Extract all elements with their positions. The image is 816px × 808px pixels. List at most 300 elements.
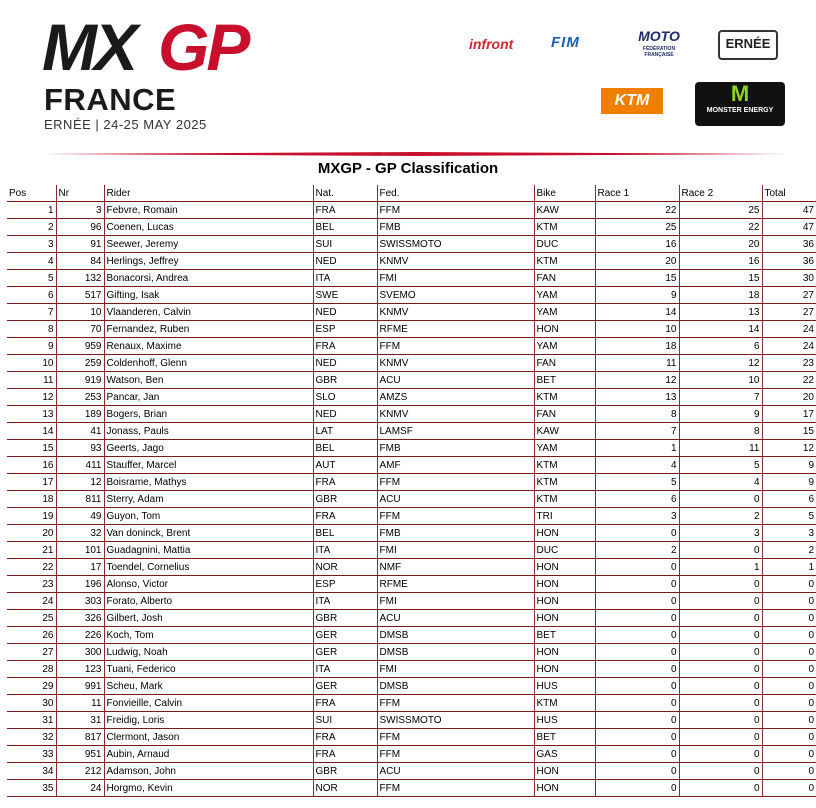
cell-nr: 123 — [56, 661, 104, 678]
cell-fed: FMB — [377, 219, 534, 236]
cell-race1: 0 — [595, 763, 679, 780]
cell-bike: HON — [534, 321, 595, 338]
cell-race1: 14 — [595, 304, 679, 321]
cell-rider: Boisrame, Mathys — [104, 474, 313, 491]
cell-race2: 13 — [679, 304, 762, 321]
cell-nat: FRA — [313, 474, 377, 491]
cell-rider: Toendel, Cornelius — [104, 559, 313, 576]
cell-nr: 12 — [56, 474, 104, 491]
cell-race1: 0 — [595, 695, 679, 712]
ffm-logo-text: MOTO — [638, 28, 680, 44]
column-header-fed: Fed. — [377, 185, 534, 202]
cell-rider: Aubin, Arnaud — [104, 746, 313, 763]
cell-nat: NED — [313, 355, 377, 372]
table-row — [7, 746, 816, 763]
cell-race2: 0 — [679, 695, 762, 712]
cell-pos: 25 — [7, 610, 56, 627]
cell-total: 23 — [762, 355, 816, 372]
cell-pos: 16 — [7, 457, 56, 474]
cell-bike: BET — [534, 729, 595, 746]
cell-rider: Jonass, Pauls — [104, 423, 313, 440]
cell-bike: KTM — [534, 474, 595, 491]
cell-bike: HON — [534, 763, 595, 780]
column-header-rider: Rider — [104, 185, 313, 202]
table-header-row — [7, 185, 816, 202]
cell-rider: Coenen, Lucas — [104, 219, 313, 236]
cell-total: 9 — [762, 474, 816, 491]
cell-bike: HON — [534, 610, 595, 627]
cell-race2: 0 — [679, 491, 762, 508]
table-row — [7, 270, 816, 287]
cell-race1: 3 — [595, 508, 679, 525]
cell-nr: 951 — [56, 746, 104, 763]
table-row — [7, 559, 816, 576]
cell-rider: Forato, Alberto — [104, 593, 313, 610]
table-row — [7, 712, 816, 729]
cell-total: 0 — [762, 763, 816, 780]
cell-total: 20 — [762, 389, 816, 406]
cell-fed: FMI — [377, 542, 534, 559]
cell-bike: DUC — [534, 236, 595, 253]
cell-total: 47 — [762, 202, 816, 219]
cell-nat: BEL — [313, 525, 377, 542]
ktm-logo: KTM — [601, 88, 663, 114]
cell-rider: Watson, Ben — [104, 372, 313, 389]
cell-race2: 0 — [679, 746, 762, 763]
table-row — [7, 661, 816, 678]
cell-fed: FFM — [377, 746, 534, 763]
infront-logo: infront — [469, 36, 514, 52]
table-row — [7, 474, 816, 491]
cell-race1: 0 — [595, 525, 679, 542]
cell-race1: 15 — [595, 270, 679, 287]
cell-race2: 4 — [679, 474, 762, 491]
monster-energy-logo — [695, 82, 785, 126]
cell-bike: GAS — [534, 746, 595, 763]
cell-nat: FRA — [313, 338, 377, 355]
cell-race2: 5 — [679, 457, 762, 474]
cell-pos: 2 — [7, 219, 56, 236]
cell-bike: HON — [534, 593, 595, 610]
cell-rider: Fernandez, Ruben — [104, 321, 313, 338]
cell-race1: 0 — [595, 661, 679, 678]
mxgp-logo — [40, 12, 260, 82]
cell-pos: 7 — [7, 304, 56, 321]
cell-race2: 0 — [679, 610, 762, 627]
cell-bike: HON — [534, 780, 595, 797]
cell-race2: 8 — [679, 423, 762, 440]
cell-race1: 20 — [595, 253, 679, 270]
cell-nr: 189 — [56, 406, 104, 423]
cell-race2: 3 — [679, 525, 762, 542]
cell-fed: DMSB — [377, 627, 534, 644]
cell-bike: HON — [534, 661, 595, 678]
cell-fed: FFM — [377, 695, 534, 712]
cell-pos: 22 — [7, 559, 56, 576]
cell-rider: Gilbert, Josh — [104, 610, 313, 627]
cell-race2: 6 — [679, 338, 762, 355]
cell-race1: 18 — [595, 338, 679, 355]
cell-nr: 212 — [56, 763, 104, 780]
cell-rider: Ludwig, Noah — [104, 644, 313, 661]
cell-fed: AMF — [377, 457, 534, 474]
cell-race1: 0 — [595, 593, 679, 610]
cell-rider: Stauffer, Marcel — [104, 457, 313, 474]
cell-race2: 18 — [679, 287, 762, 304]
cell-total: 0 — [762, 593, 816, 610]
cell-race2: 22 — [679, 219, 762, 236]
cell-nat: FRA — [313, 746, 377, 763]
cell-bike: HUS — [534, 712, 595, 729]
cell-fed: FMI — [377, 593, 534, 610]
cell-bike: YAM — [534, 338, 595, 355]
cell-fed: KNMV — [377, 355, 534, 372]
column-header-pos: Pos — [7, 185, 56, 202]
cell-pos: 28 — [7, 661, 56, 678]
cell-rider: Guadagnini, Mattia — [104, 542, 313, 559]
cell-pos: 8 — [7, 321, 56, 338]
cell-nat: LAT — [313, 423, 377, 440]
cell-nat: SLO — [313, 389, 377, 406]
column-header-race1: Race 1 — [595, 185, 679, 202]
logo-gp-text: GP — [158, 12, 248, 82]
cell-bike: HON — [534, 525, 595, 542]
cell-nat: NED — [313, 406, 377, 423]
column-header-nat: Nat. — [313, 185, 377, 202]
cell-nr: 31 — [56, 712, 104, 729]
table-row — [7, 627, 816, 644]
cell-total: 30 — [762, 270, 816, 287]
cell-race2: 14 — [679, 321, 762, 338]
cell-rider: Coldenhoff, Glenn — [104, 355, 313, 372]
cell-nr: 259 — [56, 355, 104, 372]
cell-race1: 16 — [595, 236, 679, 253]
table-row — [7, 389, 816, 406]
column-header-race2: Race 2 — [679, 185, 762, 202]
cell-rider: Bogers, Brian — [104, 406, 313, 423]
event-header — [0, 0, 816, 160]
table-row — [7, 593, 816, 610]
cell-nr: 196 — [56, 576, 104, 593]
fim-logo: FIM — [551, 34, 580, 51]
cell-race1: 0 — [595, 610, 679, 627]
cell-fed: ACU — [377, 763, 534, 780]
cell-nat: FRA — [313, 508, 377, 525]
cell-bike: KTM — [534, 253, 595, 270]
cell-nat: GBR — [313, 491, 377, 508]
cell-nr: 817 — [56, 729, 104, 746]
cell-pos: 27 — [7, 644, 56, 661]
cell-rider: Scheu, Mark — [104, 678, 313, 695]
cell-total: 24 — [762, 321, 816, 338]
cell-nat: NED — [313, 304, 377, 321]
cell-fed: RFME — [377, 576, 534, 593]
cell-fed: FFM — [377, 780, 534, 797]
cell-nat: NOR — [313, 780, 377, 797]
table-row — [7, 610, 816, 627]
cell-nat: ITA — [313, 661, 377, 678]
cell-total: 3 — [762, 525, 816, 542]
cell-nr: 811 — [56, 491, 104, 508]
table-row — [7, 542, 816, 559]
cell-nat: SUI — [313, 236, 377, 253]
cell-race1: 6 — [595, 491, 679, 508]
cell-race2: 0 — [679, 542, 762, 559]
cell-bike: KTM — [534, 695, 595, 712]
cell-nr: 132 — [56, 270, 104, 287]
cell-pos: 23 — [7, 576, 56, 593]
table-row — [7, 236, 816, 253]
cell-fed: FMB — [377, 525, 534, 542]
cell-pos: 9 — [7, 338, 56, 355]
cell-bike: YAM — [534, 304, 595, 321]
cell-fed: AMZS — [377, 389, 534, 406]
cell-rider: Alonso, Victor — [104, 576, 313, 593]
cell-nr: 96 — [56, 219, 104, 236]
cell-total: 0 — [762, 729, 816, 746]
cell-pos: 24 — [7, 593, 56, 610]
cell-rider: Horgmo, Kevin — [104, 780, 313, 797]
table-row — [7, 780, 816, 797]
cell-bike: KAW — [534, 202, 595, 219]
cell-race2: 0 — [679, 763, 762, 780]
cell-rider: Koch, Tom — [104, 627, 313, 644]
cell-nat: ESP — [313, 576, 377, 593]
event-place-date: ERNÉE | 24-25 MAY 2025 — [44, 117, 207, 132]
cell-rider: Van doninck, Brent — [104, 525, 313, 542]
table-row — [7, 678, 816, 695]
cell-nat: FRA — [313, 202, 377, 219]
cell-fed: NMF — [377, 559, 534, 576]
cell-bike: KAW — [534, 423, 595, 440]
cell-fed: KNMV — [377, 253, 534, 270]
table-row — [7, 508, 816, 525]
cell-bike: YAM — [534, 287, 595, 304]
cell-pos: 1 — [7, 202, 56, 219]
cell-race2: 0 — [679, 678, 762, 695]
cell-race2: 0 — [679, 576, 762, 593]
cell-race2: 15 — [679, 270, 762, 287]
cell-fed: ACU — [377, 491, 534, 508]
cell-nat: AUT — [313, 457, 377, 474]
cell-total: 0 — [762, 746, 816, 763]
cell-nat: ITA — [313, 542, 377, 559]
cell-race1: 0 — [595, 627, 679, 644]
column-header-bike: Bike — [534, 185, 595, 202]
cell-race1: 0 — [595, 746, 679, 763]
table-row — [7, 355, 816, 372]
cell-rider: Vlaanderen, Calvin — [104, 304, 313, 321]
table-row — [7, 491, 816, 508]
cell-fed: FFM — [377, 202, 534, 219]
cell-fed: SVEMO — [377, 287, 534, 304]
cell-fed: SWISSMOTO — [377, 236, 534, 253]
cell-total: 22 — [762, 372, 816, 389]
cell-nr: 32 — [56, 525, 104, 542]
moto-club-ernee-logo — [718, 30, 778, 60]
cell-race1: 8 — [595, 406, 679, 423]
cell-race1: 22 — [595, 202, 679, 219]
cell-nat: NOR — [313, 559, 377, 576]
cell-nr: 303 — [56, 593, 104, 610]
cell-bike: FAN — [534, 355, 595, 372]
cell-nr: 11 — [56, 695, 104, 712]
cell-nat: ESP — [313, 321, 377, 338]
cell-race2: 0 — [679, 661, 762, 678]
table-row — [7, 457, 816, 474]
cell-race1: 11 — [595, 355, 679, 372]
cell-total: 47 — [762, 219, 816, 236]
cell-nr: 17 — [56, 559, 104, 576]
cell-bike: TRI — [534, 508, 595, 525]
cell-bike: DUC — [534, 542, 595, 559]
cell-bike: HON — [534, 644, 595, 661]
svg-text:MX: MX — [42, 12, 135, 82]
cell-pos: 19 — [7, 508, 56, 525]
table-row — [7, 338, 816, 355]
cell-bike: HON — [534, 576, 595, 593]
cell-bike: KTM — [534, 457, 595, 474]
cell-bike: YAM — [534, 440, 595, 457]
cell-total: 6 — [762, 491, 816, 508]
event-country: FRANCE — [44, 82, 177, 117]
cell-nr: 226 — [56, 627, 104, 644]
cell-race2: 0 — [679, 627, 762, 644]
monster-logo-text: MONSTER ENERGY — [706, 107, 774, 114]
header-divider — [44, 152, 788, 156]
cell-race1: 0 — [595, 780, 679, 797]
table-row — [7, 253, 816, 270]
cell-fed: KNMV — [377, 304, 534, 321]
cell-race1: 0 — [595, 729, 679, 746]
cell-rider: Geerts, Jago — [104, 440, 313, 457]
cell-nat: GBR — [313, 372, 377, 389]
cell-fed: FFM — [377, 729, 534, 746]
cell-bike: HUS — [534, 678, 595, 695]
cell-bike: KTM — [534, 389, 595, 406]
cell-nat: GBR — [313, 763, 377, 780]
cell-pos: 6 — [7, 287, 56, 304]
cell-pos: 31 — [7, 712, 56, 729]
cell-pos: 15 — [7, 440, 56, 457]
cell-fed: RFME — [377, 321, 534, 338]
cell-pos: 35 — [7, 780, 56, 797]
cell-fed: LAMSF — [377, 423, 534, 440]
cell-nat: GBR — [313, 610, 377, 627]
cell-fed: FFM — [377, 474, 534, 491]
cell-race1: 2 — [595, 542, 679, 559]
cell-nat: BEL — [313, 440, 377, 457]
cell-total: 5 — [762, 508, 816, 525]
cell-total: 0 — [762, 712, 816, 729]
cell-pos: 30 — [7, 695, 56, 712]
cell-fed: FMI — [377, 270, 534, 287]
cell-total: 0 — [762, 661, 816, 678]
cell-race1: 12 — [595, 372, 679, 389]
cell-pos: 10 — [7, 355, 56, 372]
cell-total: 0 — [762, 627, 816, 644]
cell-pos: 4 — [7, 253, 56, 270]
table-row — [7, 644, 816, 661]
cell-race2: 0 — [679, 729, 762, 746]
cell-nr: 93 — [56, 440, 104, 457]
cell-race2: 9 — [679, 406, 762, 423]
table-row — [7, 695, 816, 712]
cell-pos: 26 — [7, 627, 56, 644]
cell-nr: 411 — [56, 457, 104, 474]
column-header-nr: Nr — [56, 185, 104, 202]
cell-rider: Pancar, Jan — [104, 389, 313, 406]
cell-total: 1 — [762, 559, 816, 576]
cell-total: 0 — [762, 576, 816, 593]
cell-pos: 11 — [7, 372, 56, 389]
cell-race1: 25 — [595, 219, 679, 236]
table-row — [7, 304, 816, 321]
cell-pos: 3 — [7, 236, 56, 253]
cell-nr: 10 — [56, 304, 104, 321]
cell-race1: 5 — [595, 474, 679, 491]
cell-race2: 20 — [679, 236, 762, 253]
cell-total: 2 — [762, 542, 816, 559]
cell-rider: Fonvieille, Calvin — [104, 695, 313, 712]
cell-rider: Renaux, Maxime — [104, 338, 313, 355]
table-row — [7, 440, 816, 457]
cell-nat: FRA — [313, 695, 377, 712]
cell-pos: 33 — [7, 746, 56, 763]
cell-fed: KNMV — [377, 406, 534, 423]
cell-total: 17 — [762, 406, 816, 423]
column-header-total: Total — [762, 185, 816, 202]
cell-total: 0 — [762, 678, 816, 695]
cell-total: 12 — [762, 440, 816, 457]
ernee-logo-text: ERNÉE — [725, 36, 771, 51]
table-body — [7, 202, 816, 797]
cell-race1: 4 — [595, 457, 679, 474]
cell-nat: GER — [313, 627, 377, 644]
cell-nr: 991 — [56, 678, 104, 695]
cell-pos: 13 — [7, 406, 56, 423]
cell-pos: 20 — [7, 525, 56, 542]
cell-pos: 34 — [7, 763, 56, 780]
cell-fed: ACU — [377, 610, 534, 627]
cell-total: 0 — [762, 695, 816, 712]
cell-total: 36 — [762, 253, 816, 270]
cell-rider: Freidig, Loris — [104, 712, 313, 729]
cell-race1: 0 — [595, 576, 679, 593]
cell-bike: HON — [534, 559, 595, 576]
cell-total: 0 — [762, 610, 816, 627]
cell-total: 9 — [762, 457, 816, 474]
table-row — [7, 729, 816, 746]
cell-race2: 1 — [679, 559, 762, 576]
cell-total: 24 — [762, 338, 816, 355]
cell-race2: 7 — [679, 389, 762, 406]
cell-pos: 14 — [7, 423, 56, 440]
cell-race2: 0 — [679, 712, 762, 729]
cell-rider: Tuani, Federico — [104, 661, 313, 678]
cell-pos: 17 — [7, 474, 56, 491]
cell-fed: DMSB — [377, 678, 534, 695]
cell-nr: 326 — [56, 610, 104, 627]
cell-race2: 0 — [679, 644, 762, 661]
cell-pos: 29 — [7, 678, 56, 695]
cell-rider: Sterry, Adam — [104, 491, 313, 508]
table-row — [7, 423, 816, 440]
cell-total: 27 — [762, 304, 816, 321]
cell-pos: 18 — [7, 491, 56, 508]
cell-nr: 253 — [56, 389, 104, 406]
cell-pos: 21 — [7, 542, 56, 559]
